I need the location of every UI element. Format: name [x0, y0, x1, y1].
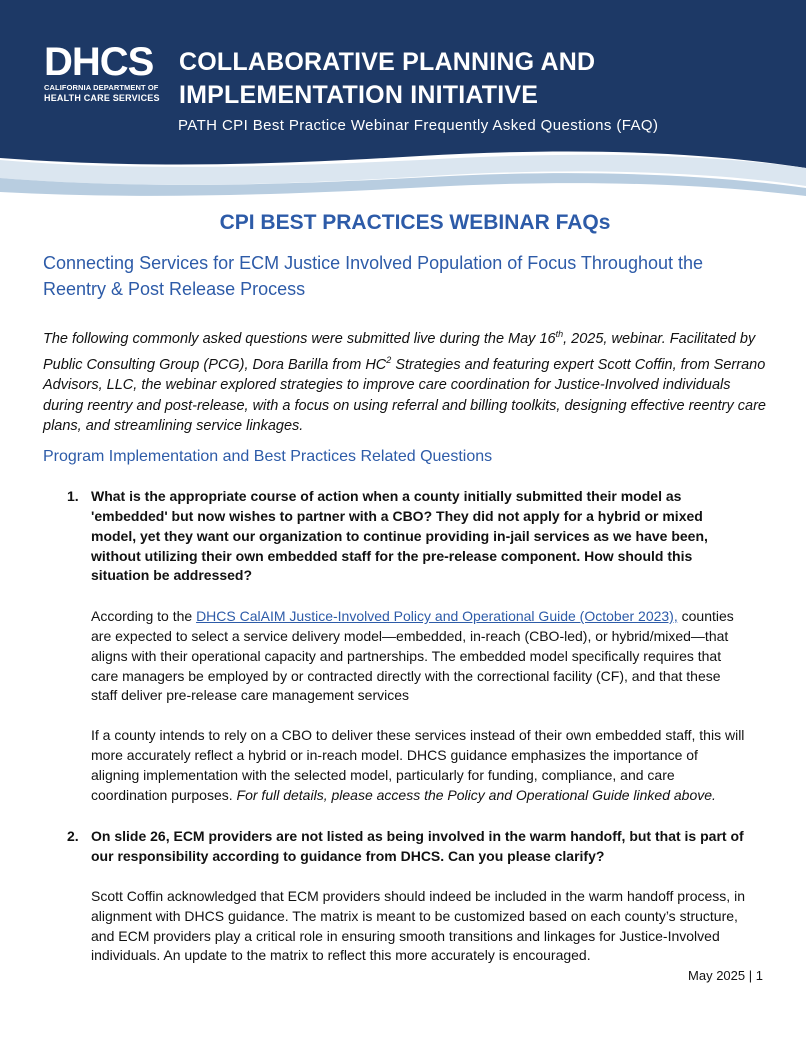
policy-guide-link[interactable]: DHCS CalAIM Justice-Involved Policy and Operational Guide (October 2023), [196, 608, 678, 625]
logo-agency-line: HEALTH CARE SERVICES [44, 93, 160, 103]
header-subtitle: PATH CPI Best Practice Webinar Frequently Asked Questions (FAQ) [178, 117, 659, 134]
document-title: CPI BEST PRACTICES WEBINAR FAQs [219, 211, 611, 234]
answer-text: According to the [91, 608, 197, 625]
document-body [43, 211, 767, 966]
answer-italic-note: For full details, please access the Policy and Operational Guide linked above. [236, 786, 716, 803]
intro-superscript-2: 2 [386, 354, 392, 365]
qa-item-2 [67, 827, 745, 966]
intro-text-c: Strategies and featuring expert Scott Coffin, from Serrano Advisors, LLC, the webinar explored strategies to improve care coordination for Justice-Involved individuals during reentry and post-release, with a focus on using referral and billing toolkits, designing effective reentry care plans, and streamlining service linkages. [43, 356, 766, 435]
question-text: What is the appropriate course of action when a county initially submitted their model as 'embedded' but now wishes to partner with a CBO? They did not apply for a hybrid or mixed model, yet they want our organization to continue providing in-jail services as we have been, without utilizing their own embedded staff for the pre-release component. How should this situation be addressed? [91, 488, 708, 584]
question-text: On slide 26, ECM providers are not listed as being involved in the warm handoff, but that is part of our responsibility according to guidance from DHCS. Can you please clarify? [91, 828, 744, 865]
intro-text-b: , 2025, webinar. Facilitated by Public Consulting Group (PCG), Dora Barilla from HC [43, 330, 756, 373]
page-footer [688, 968, 763, 983]
answer-1-paragraph-1 [91, 607, 745, 706]
page-header [0, 0, 806, 215]
intro-paragraph [43, 324, 767, 437]
document-subtitle: Connecting Services for ECM Justice Involved Population of Focus Throughout the Reentry & Post Release Process [43, 253, 704, 299]
question-number: 1. [67, 488, 79, 505]
qa-item-1 [67, 487, 745, 805]
question-1 [67, 487, 745, 586]
question-number: 2. [67, 828, 79, 845]
footer-separator: | [748, 968, 753, 983]
answer-text: counties are expected to select a service delivery model—embedded, in-reach (CBO-led), or hybrid/mixed—that aligns with their operational capacity and partnerships. The embedded model specifically requires that care managers be employed by or contracted directly with the correctional facility (CF), and that these staff deliver pre-release care management services [91, 608, 734, 704]
section-heading: Program Implementation and Best Practices Related Questions [43, 448, 493, 466]
answer-1-paragraph-2 [91, 726, 745, 805]
logo-mark: DHCS [44, 40, 154, 84]
intro-superscript-th: th [555, 329, 564, 339]
header-title-line1: COLLABORATIVE PLANNING AND [179, 48, 596, 76]
question-2 [67, 827, 745, 867]
footer-date: May 2025 [688, 968, 746, 983]
page-number: 1 [755, 968, 763, 983]
logo-department-line: CALIFORNIA DEPARTMENT OF [44, 83, 159, 92]
header-title [179, 46, 595, 112]
answer-2: Scott Coffin acknowledged that ECM providers should indeed be included in the warm handoff process, in alignment with DHCS guidance. The matrix is meant to be customized based on each county’s structure, and ECM providers play a critical role in ensuring smooth transitions and linkages for Justice-Involved individuals. An update to the matrix to reflect this more accurately is encouraged. [91, 887, 745, 964]
header-title-line2: IMPLEMENTATION INITIATIVE [179, 81, 539, 109]
intro-text-a: The following commonly asked questions were submitted live during the May 16 [43, 330, 556, 347]
dhcs-logo [44, 42, 169, 103]
answer-text: If a county intends to rely on a CBO to deliver these services instead of their own embedded staff, this will more accurately reflect a hybrid or in-reach model. DHCS guidance emphasizes the importance of aligning implementation with the selected model, particularly for funding, compliance, and care coordination purposes. [91, 727, 745, 803]
